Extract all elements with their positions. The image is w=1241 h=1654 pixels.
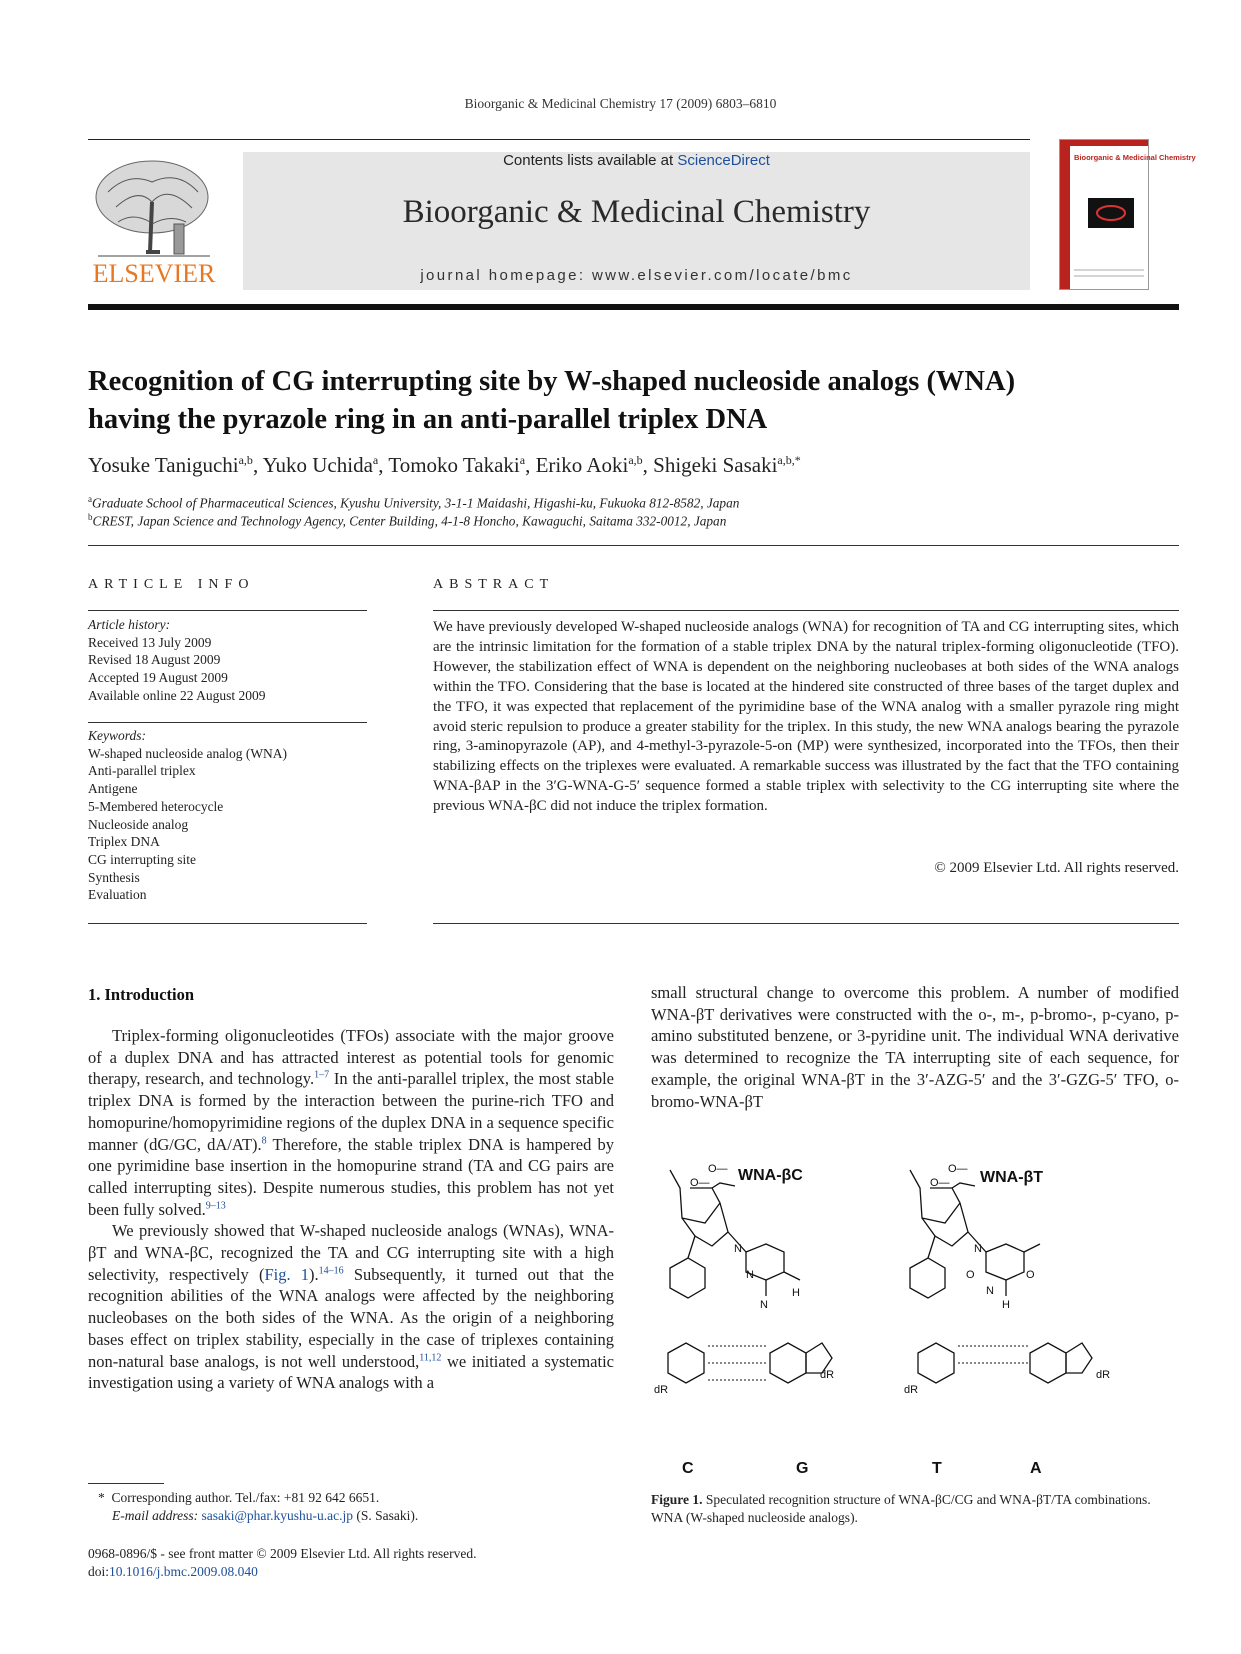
keyword: CG interrupting site <box>88 851 196 867</box>
figure-link[interactable]: Fig. 1 <box>264 1264 310 1284</box>
corresponding-author-note: * Corresponding author. Tel./fax: +81 92 642 6651. <box>98 1490 380 1505</box>
citation[interactable]: 9–13 <box>205 1200 226 1212</box>
keyword: Triplex DNA <box>88 834 160 850</box>
keyword: Anti-parallel triplex <box>88 763 196 779</box>
keywords-rule <box>88 722 367 723</box>
label-wna-bt: WNA-βT <box>980 1169 1044 1186</box>
label-base-c: C <box>682 1460 694 1477</box>
author[interactable]: Yuko Uchida <box>262 453 373 477</box>
author-list: Yosuke Taniguchi$^{a,b}$, Yuko Uchida$^a$, Tomoko Takaki$^a$, Eriko Aoki$^{a,b}$, Shigeki Sasaki$^{a,b,*}$ <box>88 453 801 477</box>
intro-paragraph-1: Triplex-forming oligonucleotides (TFOs) associate with the major groove of a duplex DNA and has attracted interest as potential tools for genomic therapy, research, and technology.$^{1-7}$ In the anti-parallel triplex, the most stable triplex DNA is formed by the interaction between the purine-rich TFO and homopurine/homopyrimidine regions of the duplex DNA in a sequence specific manner (dG/GC, dA/AT).$^8$ Therefore, the stable triplex DNA is hampered by one pyrimidine base insertion in the homopurine strand (TA and CG pairs are called interrupting sites). Despite numerous studies, this problem has not yet been fully solved.$^{9-13}$ <box>88 1026 614 1219</box>
keyword: Nucleoside analog <box>88 816 189 832</box>
header-bottom-rule <box>88 304 1179 310</box>
svg-text:Bioorganic & Medicinal Chemist: Bioorganic & Medicinal Chemistry <box>1074 153 1196 162</box>
header-top-rule <box>88 139 1030 140</box>
svg-text:dR: dR <box>820 1369 835 1381</box>
svg-text:N: N <box>746 1269 754 1281</box>
svg-text:N: N <box>734 1243 742 1255</box>
svg-text:O—: O— <box>930 1177 950 1189</box>
figure-1-caption: Figure 1. Speculated recognition structure of WNA-βC/CG and WNA-βT/TA combinations. WNA (W-shaped nucleoside analogs). <box>651 1492 1151 1525</box>
intro-left-column <box>88 1025 614 1394</box>
citation[interactable]: 8 <box>261 1135 267 1147</box>
svg-text:ELSEVIER: ELSEVIER <box>92 259 216 288</box>
section-heading-introduction: 1. Introduction <box>88 985 195 1004</box>
journal-reference: Bioorganic & Medicinal Chemistry 17 (2009) 6803–6810 <box>464 96 777 111</box>
label-base-t: T <box>932 1460 942 1477</box>
elsevier-tree-icon <box>88 152 220 290</box>
author[interactable]: Yosuke Taniguchi <box>88 453 239 477</box>
email-link[interactable]: sasaki@phar.kyushu-u.ac.jp <box>201 1508 354 1523</box>
abstract-heading: ABSTRACT <box>433 577 555 592</box>
email-note: E-mail address: sasaki@phar.kyushu-u.ac.jp (S. Sasaki). <box>112 1508 419 1523</box>
svg-text:H: H <box>1002 1299 1010 1311</box>
affiliation-b: $^b$CREST, Japan Science and Technology Agency, Center Building, 4-1-8 Honcho, Kawaguchi, Saitama 332-0012, Japan <box>88 512 727 529</box>
svg-text:N: N <box>986 1285 994 1297</box>
article-history: Article history: Received 13 July 2009 Revised 18 August 2009 Accepted 19 August 2009 Available online 22 August 2009 <box>88 617 266 703</box>
abstract-text: We have previously developed W-shaped nucleoside analogs (WNA) for recognition of TA and CG interrupting sites, which are the intrinsic limitation for the formation of a stable triplex DNA by the natural triplex-forming oligonucleotide (TFO). However, the stabilization effect of WNA is dependent on the neighboring nucleobases at both sides of the WNA analogs within the TFO. Considering that the base is located at the hindered site constructed of three bases of the target duplex and the TFO, it was expected that replacement of the pyrimidine base of the WNA analog with a smaller pyrazole ring might avoid steric repulsion to produce a greater stability for the triplex. In this study, the new WNA analogs bearing the pyrazole ring, 3-aminopyrazole (AP), and 4-methyl-3-pyrazole-5-on (MP) were synthesized, incorporated into the TFOs, then their stabilizing effects on the triplexes were evaluated. A remarkable success was illustrated by the fact that the TFO containing WNA-βAP in the 3′G-WNA-G-5′ sequence formed a stable triplex with selectivity to the CG interrupting site where the previous WNA-βC did not induce the triplex formation. <box>433 619 1179 815</box>
sciencedirect-link[interactable]: ScienceDirect <box>677 152 770 169</box>
intro-right-column <box>651 982 1179 1112</box>
svg-text:dR: dR <box>904 1384 919 1396</box>
journal-cover-image <box>1059 139 1196 290</box>
label-base-g: G <box>796 1460 809 1477</box>
article-info-rule <box>88 610 367 611</box>
chemical-structure-diagram <box>650 1148 1179 1480</box>
journal-title: Bioorganic & Medicinal Chemistry <box>402 194 871 230</box>
svg-text:dR: dR <box>654 1384 669 1396</box>
article-info-bottom-rule <box>88 923 367 924</box>
svg-text:H: H <box>792 1287 800 1299</box>
doi-link[interactable]: 10.1016/j.bmc.2009.08.040 <box>109 1564 258 1579</box>
svg-text:O: O <box>1026 1269 1035 1281</box>
affiliation-a: $^a$Graduate School of Pharmaceutical Sciences, Kyushu University, 3-1-1 Maidashi, Higashi-ku, Fukuoka 812-8582, Japan <box>88 494 740 511</box>
affiliation-rule <box>88 545 1179 546</box>
keyword: Evaluation <box>88 887 147 903</box>
author[interactable]: Shigeki Sasaki <box>653 453 778 477</box>
abstract-bottom-rule <box>433 923 1179 924</box>
abstract-copyright: © 2009 Elsevier Ltd. All rights reserved. <box>934 860 1179 876</box>
article-title: Recognition of CG interrupting site by W-shaped nucleoside analogs (WNA) having the pyrazole ring in an anti-parallel triplex DNA <box>88 366 1016 435</box>
keyword: W-shaped nucleoside analog (WNA) <box>88 745 288 761</box>
author[interactable]: Eriko Aoki <box>535 453 629 477</box>
svg-text:N: N <box>974 1243 982 1255</box>
footnote-rule <box>88 1483 164 1484</box>
svg-text:O—: O— <box>708 1163 728 1175</box>
intro-paragraph-continued: small structural change to overcome this problem. A number of modified WNA-βT derivatives were constructed with the o-, m-, p-bromo-, p-cyano, p-amino substituted benzene, or 3-pyridine unit. The individual WNA derivative was determined to recognize the TA interrupting site of each sequence, for example, the original WNA-βT in the 3′-AZG-5′ and the 3′-GZG-5′ TFO, o-bromo-WNA-βT <box>651 983 1179 1111</box>
keywords-list: Keywords: W-shaped nucleoside analog (WNA) Anti-parallel triplex Antigene 5-Membered heterocycle Nucleoside analog Triplex DNA CG interrupting site Synthesis Evaluation <box>88 728 288 903</box>
doi-line: doi:10.1016/j.bmc.2009.08.040 <box>88 1564 258 1579</box>
intro-paragraph-2: We previously showed that W-shaped nucleoside analogs (WNAs), WNA-βT and WNA-βC, recognized the TA and CG interrupting site with a high selectivity, respectively (Fig. 1).$^{14-16}$ Subsequently, it turned out that the recognition abilities of the WNA analogs were affected by the neighboring nucleobases on the both sides of the WNA. As the origin of a neighboring bases effect on triplex stability, especially in the case of triplexes containing non-natural base analogs, is not well understood,$^{11,12}$ we initiated a systematic investigation using a variety of WNA analogs with a <box>88 1221 614 1393</box>
keyword: Antigene <box>88 781 138 797</box>
keyword: Synthesis <box>88 869 140 885</box>
figure-1 <box>650 1148 1179 1480</box>
journal-homepage[interactable]: journal homepage: www.elsevier.com/locate/bmc <box>420 267 853 284</box>
citation[interactable]: 1–7 <box>314 1069 330 1081</box>
label-wna-bc: WNA-βC <box>738 1167 803 1184</box>
citation[interactable]: 11,12 <box>419 1352 442 1364</box>
issn-line: 0968-0896/$ - see front matter © 2009 Elsevier Ltd. All rights reserved. <box>88 1546 477 1561</box>
citation[interactable]: 14–16 <box>318 1265 344 1277</box>
abstract-rule <box>433 610 1179 611</box>
article-info-heading: ARTICLE INFO <box>88 577 255 592</box>
keyword: 5-Membered heterocycle <box>88 798 224 814</box>
svg-text:O—: O— <box>690 1177 710 1189</box>
author[interactable]: Tomoko Takaki <box>388 453 520 477</box>
contents-line: Contents lists available at ScienceDirect <box>503 152 770 169</box>
svg-text:O: O <box>966 1269 975 1281</box>
svg-text:dR: dR <box>1096 1369 1111 1381</box>
journal-header-banner <box>243 152 1030 290</box>
svg-text:N: N <box>760 1299 768 1311</box>
label-base-a: A <box>1030 1460 1042 1477</box>
elsevier-logo <box>88 152 220 290</box>
svg-text:O—: O— <box>948 1163 968 1175</box>
